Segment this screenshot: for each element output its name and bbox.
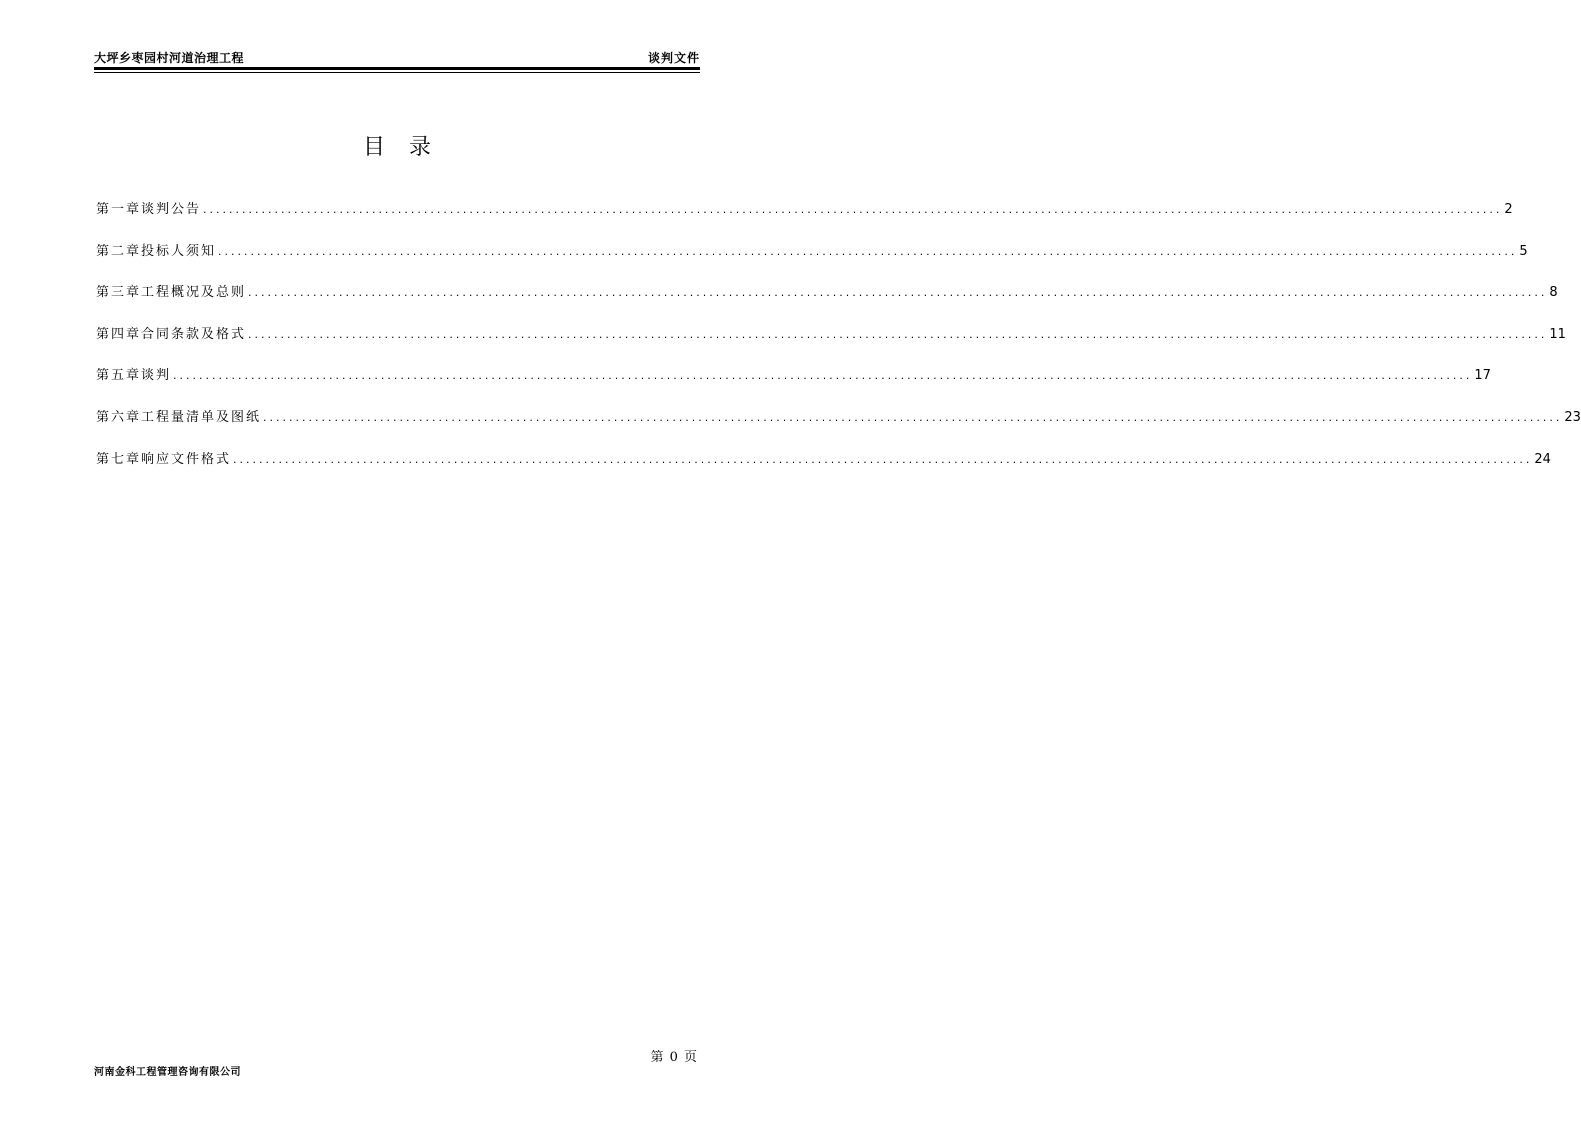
header-rule-thick <box>94 67 700 70</box>
document-type: 谈判文件 <box>647 51 700 65</box>
toc-chapter-name: 响应文件格式 <box>141 451 232 467</box>
company-name: 河南金科工程管理咨询有限公司 <box>94 1067 241 1078</box>
toc-leader-dots: ........................................................................................................................................................................................................ <box>203 203 1503 216</box>
toc-chapter-number: 第四章 <box>96 326 142 342</box>
toc-entry[interactable] <box>96 198 1513 240</box>
toc-chapter-name: 谈判 <box>141 368 172 384</box>
toc-entry[interactable] <box>96 448 1551 490</box>
toc-leader-dots: ........................................................................................................................................................................................................ <box>218 244 1518 258</box>
toc-leader-dots: ........................................................................................................................................................................................................ <box>263 410 1563 424</box>
toc-entry[interactable] <box>96 406 1581 448</box>
toc-entry[interactable] <box>96 323 1566 365</box>
page-header <box>94 49 700 67</box>
toc-chapter-number: 第五章 <box>96 368 142 384</box>
page-number: 第 0 页 <box>650 1050 698 1065</box>
toc-chapter-name: 合同条款及格式 <box>141 326 247 342</box>
toc-leader-dots: ........................................................................................................................................................................................................ <box>248 286 1548 300</box>
toc-entry[interactable] <box>96 364 1491 406</box>
toc-chapter-number: 第一章 <box>96 202 142 217</box>
toc-entry[interactable] <box>96 281 1558 323</box>
table-of-contents <box>96 198 1581 489</box>
toc-page-number: 8 <box>1549 285 1558 301</box>
toc-page-number: 5 <box>1519 243 1528 259</box>
toc-page-number: 17 <box>1474 368 1491 384</box>
toc-leader-dots: ........................................................................................................................................................................................................ <box>173 369 1473 383</box>
toc-leader-dots: ........................................................................................................................................................................................................ <box>248 327 1548 341</box>
toc-page-number: 24 <box>1534 451 1551 467</box>
toc-page-number: 23 <box>1564 409 1581 425</box>
toc-chapter-number: 第三章 <box>96 285 142 301</box>
toc-page-number: 2 <box>1504 202 1513 217</box>
page-title: 目录 <box>362 135 455 160</box>
toc-leader-dots: ........................................................................................................................................................................................................ <box>233 452 1533 466</box>
project-title: 大坪乡枣园村河道治理工程 <box>94 51 245 65</box>
toc-chapter-name: 投标人须知 <box>141 243 217 259</box>
toc-chapter-number: 第二章 <box>96 243 142 259</box>
header-rule-thin <box>94 72 700 73</box>
toc-chapter-name: 工程量清单及图纸 <box>141 409 262 425</box>
toc-chapter-number: 第六章 <box>96 409 142 425</box>
toc-chapter-name: 工程概况及总则 <box>141 285 247 301</box>
toc-page-number: 11 <box>1549 326 1566 342</box>
toc-entry[interactable] <box>96 240 1528 282</box>
toc-chapter-number: 第七章 <box>96 451 142 467</box>
toc-chapter-name: 谈判公告 <box>141 202 202 217</box>
